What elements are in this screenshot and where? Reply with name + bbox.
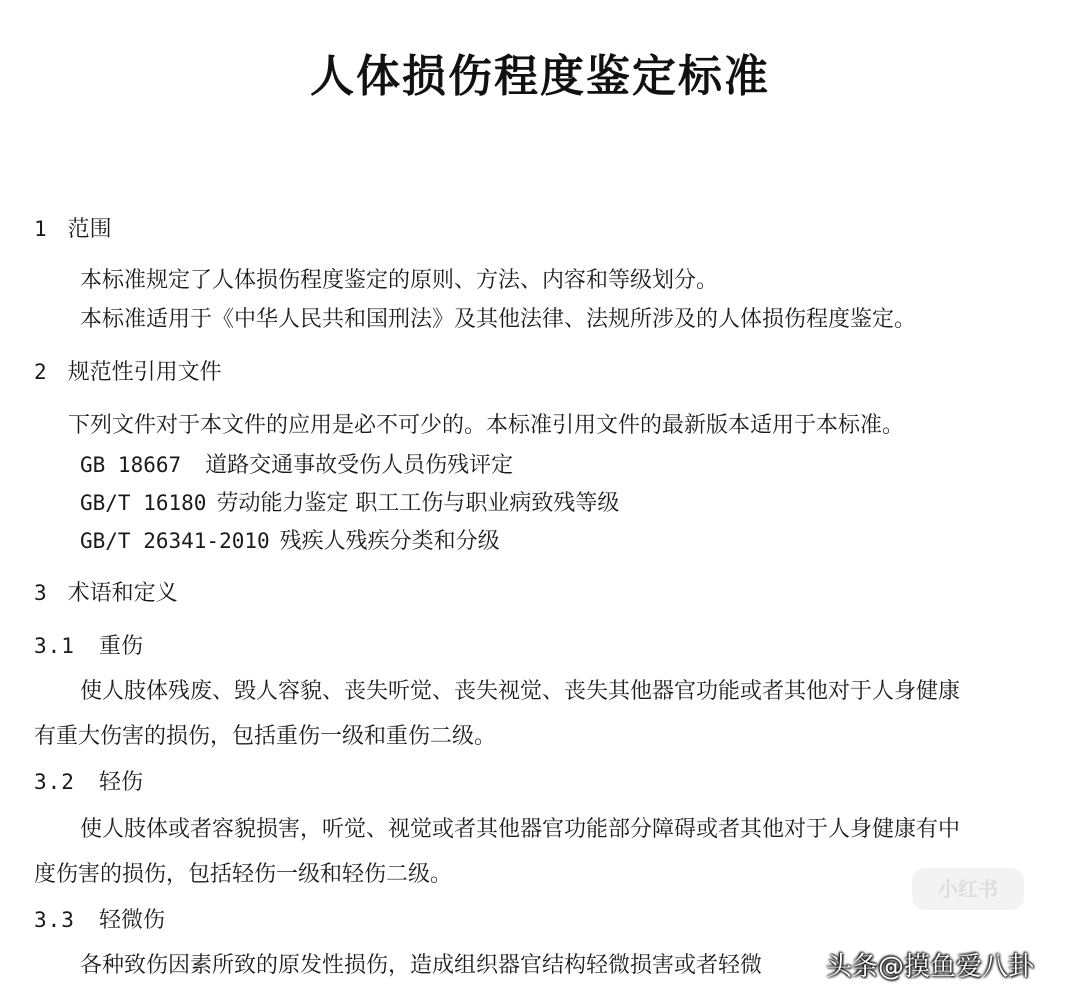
subsection-3-2-heading (34, 767, 143, 798)
section-1-heading (34, 214, 112, 245)
paragraph: 度伤害的损伤，包括轻伤一级和轻伤二级。 (34, 862, 453, 887)
reference-code: GB 18667 (80, 453, 182, 477)
watermark-badge: 小红书 (912, 868, 1024, 910)
paragraph: 有重大伤害的损伤，包括重伤一级和重伤二级。 (34, 724, 497, 749)
reference-title: 道路交通事故受伤人员伤残评定 (205, 453, 514, 478)
paragraph: 下列文件对于本文件的应用是必不可少的。本标准引用文件的最新版本适用于本标准。 (68, 413, 905, 438)
subsection-title: 轻微伤 (98, 908, 165, 933)
section-2-heading (34, 357, 222, 388)
subsection-number: 3.2 (34, 770, 75, 794)
section-number: 1 (34, 217, 48, 241)
subsection-number: 3.1 (34, 634, 75, 658)
subsection-3-1-heading (34, 631, 143, 662)
section-number: 3 (34, 581, 48, 605)
paragraph: 各种致伤因素所致的原发性损伤，造成组织器官结构轻微损害或者轻微 (80, 953, 763, 978)
section-3-heading (34, 578, 178, 609)
section-title: 术语和定义 (67, 581, 178, 606)
subsection-title: 轻伤 (98, 770, 143, 795)
paragraph: 本标准规定了人体损伤程度鉴定的原则、方法、内容和等级划分。 (80, 268, 719, 293)
document-title: 人体损伤程度鉴定标准 (310, 51, 770, 102)
reference-title: 残疾人残疾分类和分级 (279, 529, 500, 554)
subsection-3-3-heading (34, 905, 165, 936)
section-number: 2 (34, 360, 48, 384)
reference-item (80, 488, 619, 519)
section-title: 规范性引用文件 (67, 360, 222, 385)
subsection-title: 重伤 (98, 634, 143, 659)
subsection-number: 3.3 (34, 908, 75, 932)
paragraph: 本标准适用于《中华人民共和国刑法》及其他法律、法规所涉及的人体损伤程度鉴定。 (80, 307, 917, 332)
section-title: 范围 (67, 217, 112, 242)
reference-title: 劳动能力鉴定 职工工伤与职业病致残等级 (216, 491, 620, 516)
reference-code: GB/T 16180 (80, 491, 207, 515)
paragraph: 使人肢体或者容貌损害，听觉、视觉或者其他器官功能部分障碍或者其他对于人身健康有中 (80, 817, 961, 842)
paragraph: 使人肢体残废、毁人容貌、丧失听觉、丧失视觉、丧失其他器官功能或者其他对于人身健康 (80, 679, 961, 704)
reference-item (80, 526, 500, 557)
reference-item (80, 450, 513, 481)
reference-code: GB/T 26341-2010 (80, 529, 270, 553)
source-credit: 头条@摸鱼爱八卦 (826, 952, 1035, 982)
